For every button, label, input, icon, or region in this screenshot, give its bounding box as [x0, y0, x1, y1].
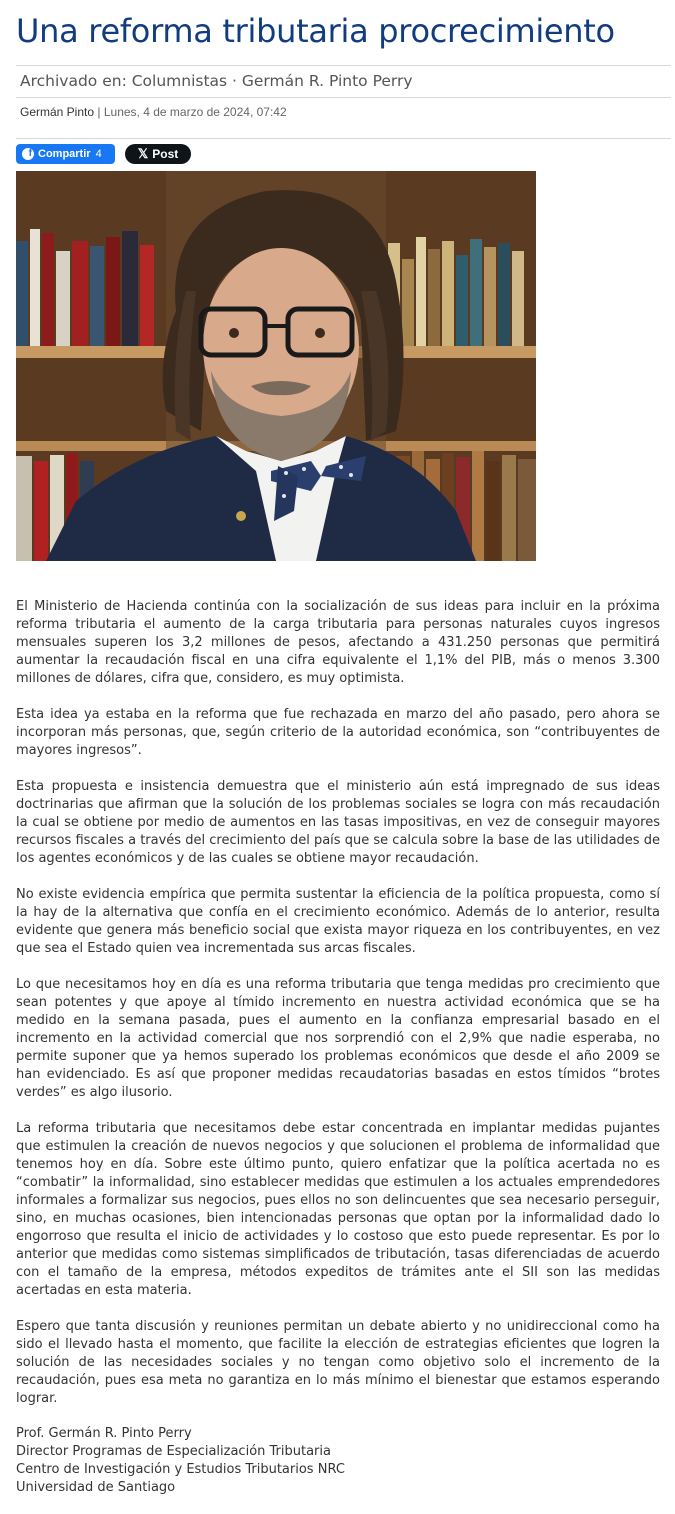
meta-separator: |: [94, 105, 104, 119]
archived-in: Archivado en: Columnistas · Germán R. Pinto Perry: [20, 72, 413, 90]
paragraph: La reforma tributaria que necesitamos debe estar concentrada en implantar medidas pujantes que estimulen la creación de nuevos negocios y que solucionen el problema de informalidad que tenemos hoy en día. Sobre este último punto, quiero enfatizar que la política acertada no es “combatir” la informalidad, sino establecer medidas que estimulen a los actuales emprendedores informales a formalizar sus negocios, pues ellos no son delincuentes que sea necesario perseguir, sino, en muchas ocasiones, bien intencionadas personas que optan por la informalidad dado lo engorroso que resulta el inicio de actividades y lo costoso que esto puede representar. Es por lo anterior que medidas como sistemas simplificados de tributación, tasas diferenciadas de acuerdo con el tamaño de la empresa, métodos expeditos de trámites ante el SII son las medidas acertadas en esta materia.: [16, 1121, 660, 1298]
paragraph: Esta propuesta e insistencia demuestra que el ministerio aún está impregnado de sus ideas doctrinarias que afirman que la solución de los problemas sociales se logra con más recaudación la cual se obtiene por medio de aumentos en las tasas impositivas, en vez de conseguir mayores recursos fiscales a través del crecimiento del país que se calcula sobre la base de las utilidades de los agentes económicos y de las cuales se obtiene mayor recaudación.: [16, 779, 660, 866]
facebook-share-count: 4: [95, 148, 102, 160]
paragraph: El Ministerio de Hacienda continúa con la socialización de sus ideas para incluir en la próxima reforma tributaria el aumento de la carga tributaria para personas naturales cuyos ingresos mensuales superen los 3,2 millones de pesos, afectando a 431.250 personas que permitirá aumentar la recaudación fiscal en una cifra equivalente el 1,1% del PIB, más o menos 3.300 millones de dólares, cifra que, considero, es muy optimista.: [16, 599, 660, 686]
article-meta: [20, 104, 287, 120]
facebook-icon: f: [22, 148, 34, 160]
signature-center: Centro de Investigación y Estudios Tributarios NRC: [16, 1462, 345, 1477]
author-name: Germán Pinto: [20, 105, 95, 119]
paragraph: Espero que tanta discusión y reuniones permitan un debate abierto y no unidireccional como ha sido el llevado hasta el momento, que facilite la elección de estrategias eficientes que logren la solución de las necesidades sociales y no tengan como objetivo solo el incremento de la recaudación, pues esa meta no garantiza en lo más mínimo el bienestar que estamos esperando lograr.: [16, 1319, 660, 1406]
x-post-label: Post: [152, 147, 179, 161]
divider-top: [16, 65, 671, 66]
facebook-share-button[interactable]: [16, 144, 115, 164]
author-photo: [16, 171, 536, 561]
share-buttons: [16, 144, 191, 164]
author-signature: [16, 1425, 345, 1497]
article-title: Una reforma tributaria procrecimiento: [16, 12, 615, 50]
paragraph: No existe evidencia empírica que permita sustentar la eficiencia de la política propuesta, como sí la hay de la alternativa que confía en el crecimiento económico. Además de lo anterior, resulta evidente que genera más beneficio social que exista mayor riqueza en los contribuyentes, en vez que sea el Estado quien vea incrementada sus arcas fiscales.: [16, 887, 660, 956]
divider-middle: [16, 97, 671, 98]
article-body: [16, 598, 660, 1426]
facebook-share-label: Compartir: [38, 148, 91, 160]
signature-name: Prof. Germán R. Pinto Perry: [16, 1426, 192, 1441]
x-post-button[interactable]: [125, 144, 191, 164]
publish-date: Lunes, 4 de marzo de 2024, 07:42: [103, 105, 287, 119]
signature-university: Universidad de Santiago: [16, 1480, 176, 1495]
paragraph: Esta idea ya estaba en la reforma que fue rechazada en marzo del año pasado, pero ahora se incorporan más personas, que, según criterio de la autoridad económica, son “contribuyentes de mayores ingresos”.: [16, 707, 660, 758]
divider-bottom: [16, 138, 671, 139]
paragraph: Lo que necesitamos hoy en día es una reforma tributaria que tenga medidas pro crecimiento que sean potentes y que apoye al tímido incremento en nuestra actividad económica que se ha medido en la semana pasada, pues el aumento en la confianza empresarial basado en el incremento en la actividad comercial que nos sorprendió con el 2,9% que nadie esperaba, no permite suponer que ya hemos superado los problemas económicos que desde el año 2009 se han evidenciado. Es así que proponer medidas recaudatorias basadas en estos tímidos “brotes verdes” es algo ilusorio.: [16, 977, 660, 1100]
x-logo-icon: 𝕏: [137, 146, 149, 161]
signature-role: Director Programas de Especialización Tributaria: [16, 1444, 331, 1459]
